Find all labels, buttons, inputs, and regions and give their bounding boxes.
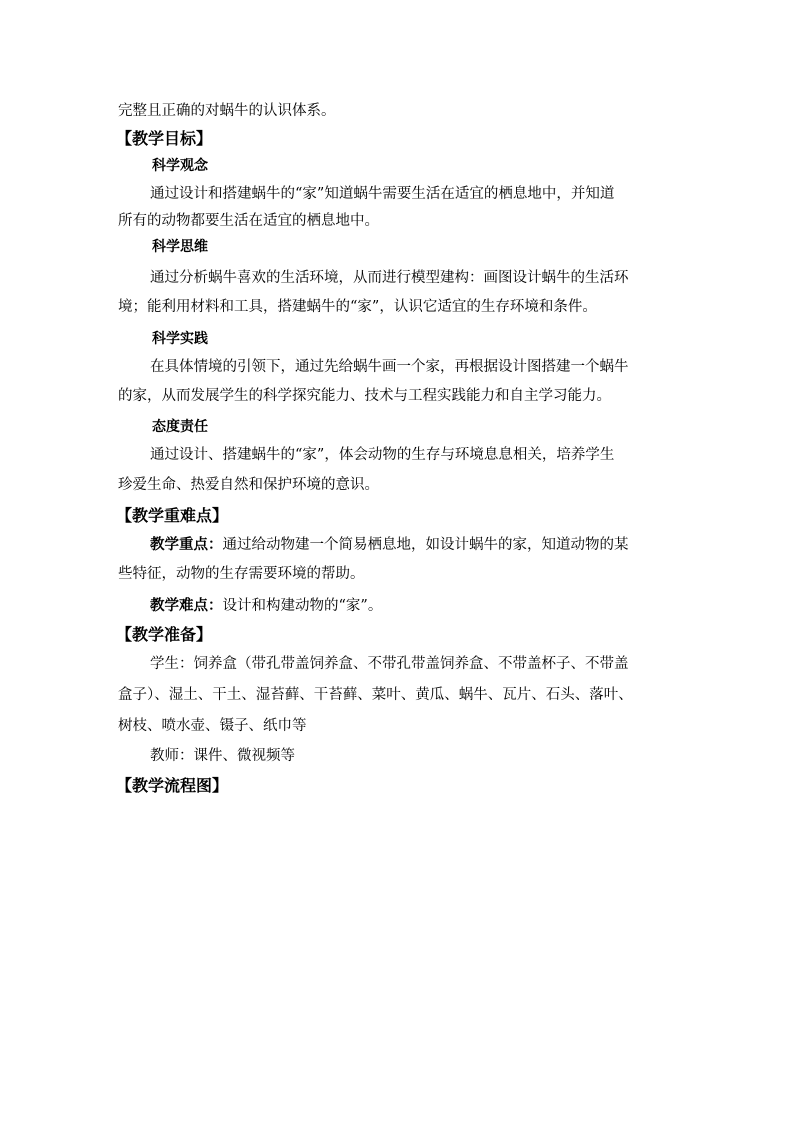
- practice-text-line-2: 的家，从而发展学生的科学探究能力、技术与工程实践能力和自主学习能力。: [118, 388, 611, 404]
- key-point-line-2: 些特征，动物的生存需要环境的帮助。: [118, 566, 365, 582]
- thinking-text-line-1: 通过分析蜗牛喜欢的生活环境，从而进行模型建构：画图设计蜗牛的生活环: [150, 270, 629, 286]
- attitude-text-line-1: 通过设计、搭建蜗牛的“家”，体会动物的生存与环境息息相关，培养学生: [150, 447, 615, 463]
- teacher-materials-line: 教师：课件、微视频等: [150, 748, 295, 764]
- student-materials-line-2: 盒子）、湿土、干土、湿苔藓、干苔藓、菜叶、黄瓜、蜗牛、瓦片、石头、落叶、: [118, 687, 633, 703]
- objectives-heading: 【教学目标】: [116, 129, 213, 148]
- key-points-heading: 【教学重难点】: [116, 506, 229, 525]
- difficult-point-line: [150, 596, 680, 616]
- key-point-text: 通过给动物建一个简易栖息地，如设计蜗牛的家，知道动物的某: [222, 537, 629, 553]
- practice-text-line-1: 在具体情境的引领下，通过先给蜗牛画一个家，再根据设计图搭建一个蜗牛: [150, 359, 629, 375]
- difficult-point-text: 设计和构建动物的“家”。: [222, 598, 383, 614]
- attitude-text-line-2: 珍爱生命、热爱自然和保护环境的意识。: [118, 477, 379, 493]
- flowchart-heading: 【教学流程图】: [116, 776, 229, 795]
- key-point-label: 教学重点：: [150, 537, 223, 553]
- student-materials-line-1: 学生：饲养盒（带孔带盖饲养盒、不带孔带盖饲养盒、不带盖杯子、不带盖: [150, 656, 629, 672]
- thinking-text-line-2: 境；能利用材料和工具，搭建蜗牛的“家”，认识它适宜的生存环境和条件。: [118, 299, 597, 315]
- concept-subheading: 科学观念: [152, 158, 208, 174]
- student-materials-line-3: 树枝、喷水壶、镊子、纸巾等: [118, 718, 307, 734]
- thinking-subheading: 科学思维: [152, 239, 208, 255]
- practice-subheading: 科学实践: [152, 331, 208, 347]
- attitude-subheading: 态度责任: [152, 419, 208, 435]
- intro-tail-text: 完整且正确的对蜗牛的认识体系。: [118, 103, 336, 119]
- difficult-point-label: 教学难点：: [150, 598, 223, 614]
- concept-text-line-1: 通过设计和搭建蜗牛的“家”知道蜗牛需要生活在适宜的栖息地中，并知道: [150, 186, 615, 202]
- preparation-heading: 【教学准备】: [116, 625, 213, 644]
- key-point-line-1: [150, 535, 680, 555]
- concept-text-line-2: 所有的动物都要生活在适宜的栖息地中。: [118, 213, 379, 229]
